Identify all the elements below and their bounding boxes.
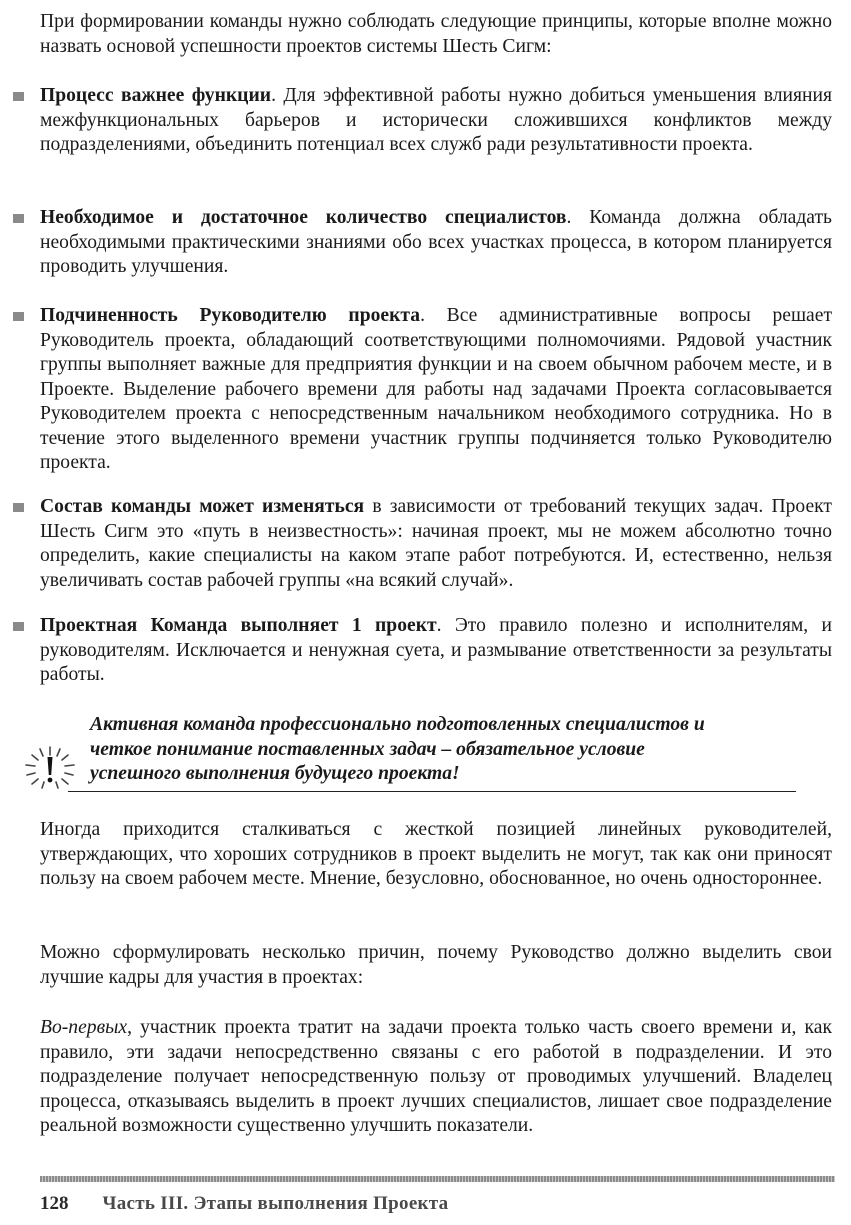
bullet-square-icon [13,503,24,512]
bullet-square-icon [13,312,24,321]
chapter-title: Часть III. Этапы выполнения Проекта [102,1193,449,1214]
bullet-item [40,206,832,280]
callout-underline [68,791,796,792]
bullet-title: Процесс важнее функции [40,85,272,106]
bullet-title: Необходимое и достаточное количество специалистов [40,207,567,228]
callout-line: Активная команда профессионально подготовленных специалистов и [90,714,705,735]
bullet-square-icon [13,622,24,631]
bullet-item [40,304,832,476]
intro-paragraph: При формировании команды нужно соблюдать следующие принципы, которые вполне можно назвать основой успешности проектов системы Шесть Сигм: [40,11,832,57]
bullet-title: Проектная Команда выполняет 1 проект [40,615,437,636]
bullet-square-icon [13,214,24,223]
footer-rule [40,1176,835,1182]
body-paragraph: Иногда приходится сталкиваться с жесткой позицией линейных руководителей, утверждающих, что хороших сотрудников в проект выделить не могут, так как они приносят пользу на своем рабочем месте. Мнение, безусловно, обоснованное, но очень одностороннее. [40,819,832,889]
bullet-title: Состав команды может изменяться [40,496,365,517]
bullet-text: . Для эффективной работы нужно добиться уменьшения влияния межфункциональных барьеров и исторически сложившихся конфликтов между подразделениями, объединить потенциал всех служб ради результативности проекта. [40,85,832,155]
bullet-item [40,614,832,688]
bullet-text: . Команда должна обладать необходимыми практическими знаниями обо всех участках процесса, в котором планируется проводить улучшения. [40,207,832,277]
callout-text [90,713,790,787]
bullet-item [40,84,832,158]
bullet-text: в зависимости от требований текущих задач. Проект Шесть Сигм это «путь в неизвестность»: начиная проект, мы не можем абсолютно точно определить, какие специалисты на каком этапе работ потребуются. И, естественно, нельзя увеличивать состав рабочей группы «на всякий случай». [40,496,832,591]
body-paragraph: Можно сформулировать несколько причин, почему Руководство должно выделить свои лучшие кадры для участия в проектах: [40,942,832,988]
exclamation-burst-icon [20,743,80,793]
callout-line: четкое понимание поставленных задач – обязательное условие [90,738,645,760]
paragraph-lead: Во-первых [40,1017,128,1038]
bullet-text: . Все административные вопросы решает Руководитель проекта, обладающий соответствующими полномочиями. Рядовой участник группы выполняет важные для предприятия функции и на своем обычном рабочем месте, и в Проекте. Выделение рабочего времени для работы над задачами Проекта согласовывается Руководителем проекта с непосредственным начальником необходимого сотрудника. Но в течение этого выделенного времени участник группы подчиняется только Руководителю проекта. [40,305,833,473]
body-paragraph [40,1016,832,1139]
bullet-square-icon [13,92,24,101]
callout-line: успешного выполнения будущего проекта! [90,763,460,784]
bullet-title: Подчиненность Руководителю проекта [40,305,421,326]
paragraph-text: , участник проекта тратит на задачи проекта только часть своего времени и, как правило, эти задачи непосредственно связаны с его работой в подразделении. И это подразделение получает непосредственную пользу от проводимых улучшений. Владелец процесса, отказываясь выделить в проект лучших специалистов, лишает свое подразделение реальной возможности существенно улучшить показатели. [40,1017,832,1136]
callout-box [20,713,820,797]
bullet-item [40,495,832,593]
page-number: 128 [40,1193,69,1214]
page-footer [40,1193,448,1215]
bullet-text: . Это правило полезно и исполнителям, и руководителям. Исключается и ненужная суета, и размывание ответственности за результаты работы. [40,615,832,685]
